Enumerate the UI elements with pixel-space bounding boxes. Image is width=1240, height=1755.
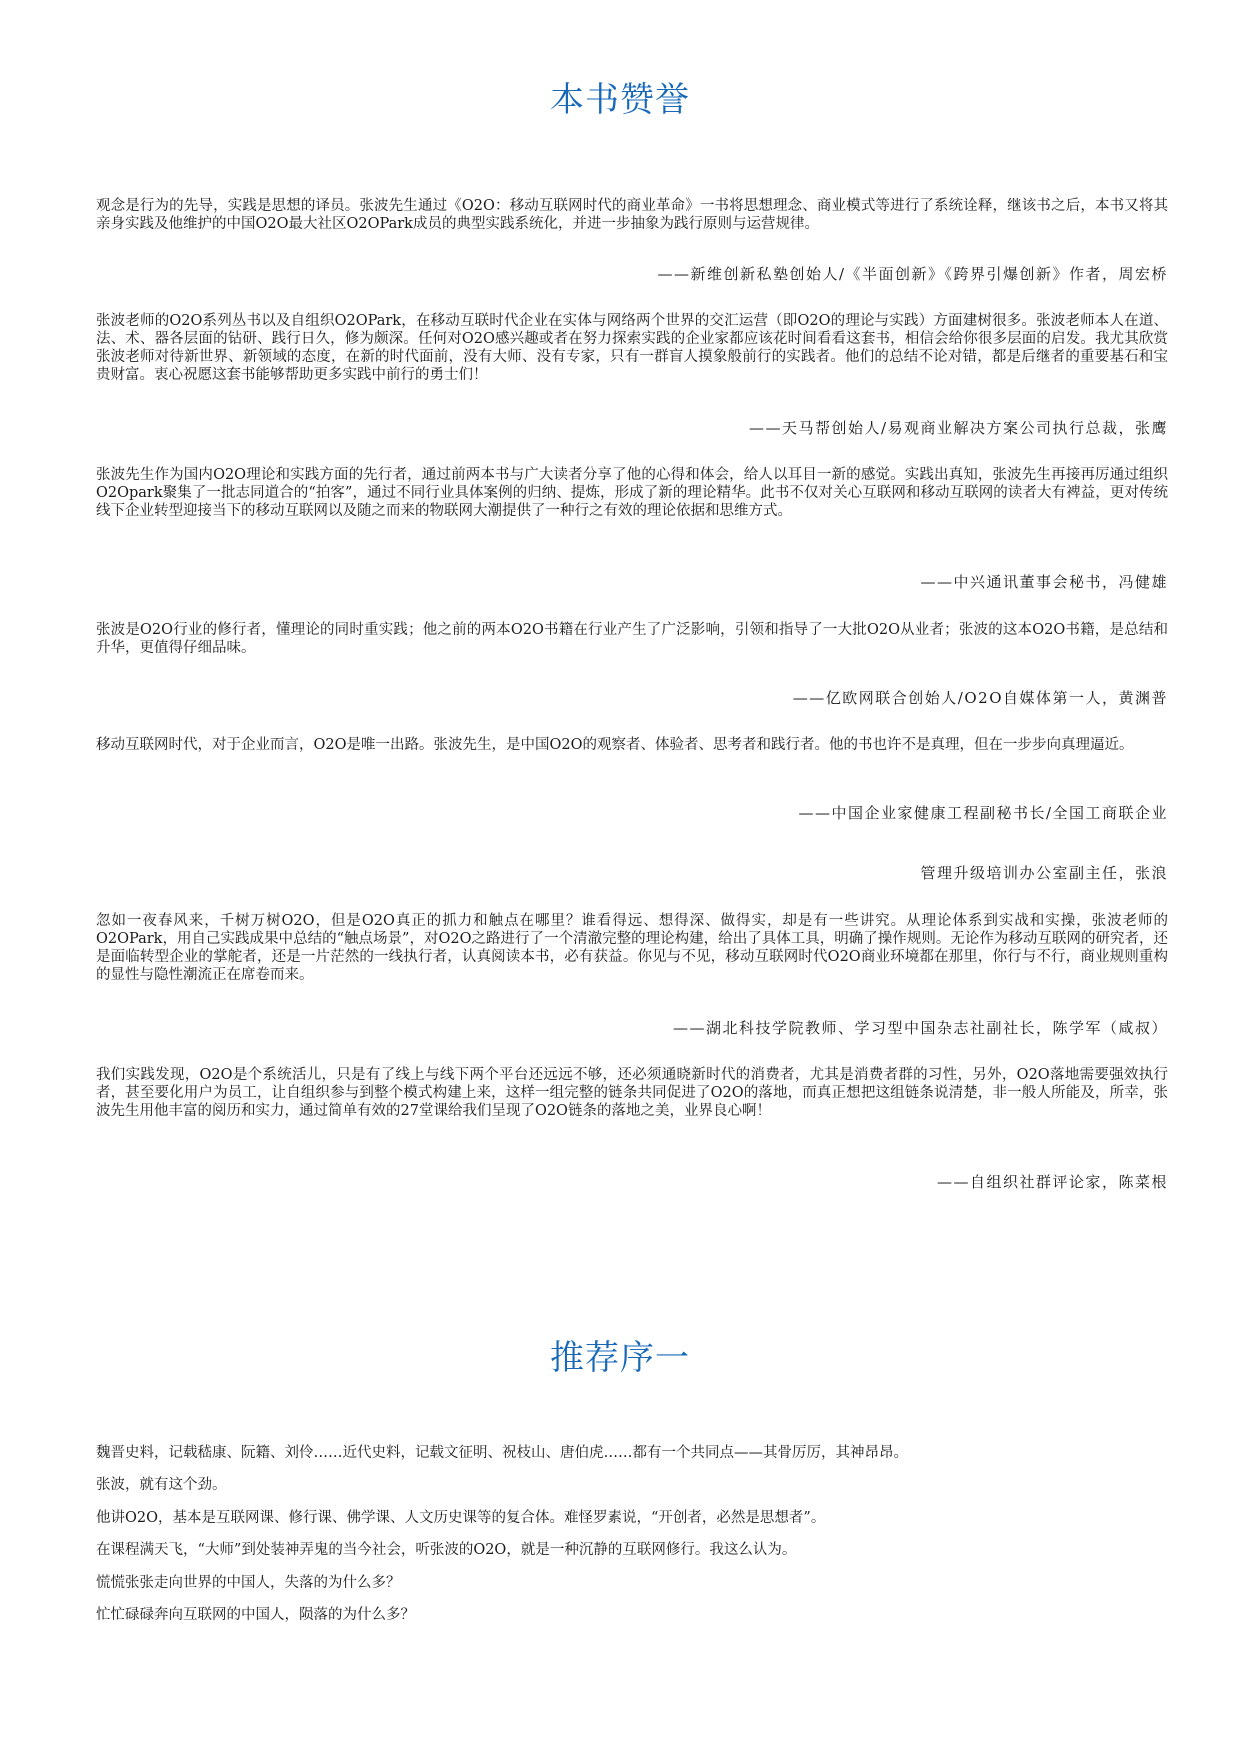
endorsement-4: [96, 621, 1168, 657]
endorsement-text: 张波老师的O2O系列丛书以及自组织O2OPark，在移动互联时代企业在实体与网络两个世界的交汇运营（即O2O的理论与实践）方面建树很多。张波老师本人在道、法、术、器各层面的钻研、践行日久，修为颇深。任何对O2O感兴趣或者在努力探索实践的企业家都应该花时间看看这套书，相信会给你很多层面的启发。我尤其欣赏张波老师对待新世界、新领域的态度，在新的时代面前，没有大师、没有专家，只有一群盲人摸象般前行的实践者。他们的总结不论对错，都是后继者的重要基石和宝贵财富。衷心祝愿这套书能够帮助更多实践中前行的勇士们！: [96, 313, 1168, 383]
foreword-line: 魏晋史料，记载嵇康、阮籍、刘伶……近代史料，记载文征明、祝枝山、唐伯虎……都有一个共同点——其骨厉厉，其神昂昂。: [96, 1445, 908, 1461]
endorsement-text: 移动互联网时代，对于企业而言，O2O是唯一出路。张波先生，是中国O2O的观察者、体验者、思考者和践行者。他的书也许不是真理，但在一步步向真理逼近。: [96, 737, 1134, 753]
endorsement-attribution: ——中国企业家健康工程副秘书长/全国工商联企业: [798, 804, 1168, 822]
foreword-line: 在课程满天飞，“大师”到处装神弄鬼的当今社会，听张波的O2O，就是一种沉静的互联网修行。我这么认为。: [96, 1542, 797, 1558]
endorsement-7: [96, 1066, 1168, 1120]
endorsement-5: [96, 736, 1168, 754]
endorsement-attribution: ——湖北科技学院教师、学习型中国杂志社副社长，陈学军（咸叔）: [672, 1019, 1168, 1037]
section-title-foreword: 推荐序一: [550, 1338, 690, 1378]
endorsement-attribution: ——自组织社群评论家，陈菜根: [936, 1173, 1168, 1191]
foreword-line: 张波，就有这个劲。: [96, 1477, 227, 1493]
endorsement-1: [96, 197, 1168, 233]
endorsement-text: 张波是O2O行业的修行者，懂理论的同时重实践；他之前的两本O2O书籍在行业产生了广泛影响，引领和指导了一大批O2O从业者；张波的这本O2O书籍，是总结和升华，更值得仔细品味。: [96, 622, 1168, 656]
endorsement-2: [96, 312, 1168, 384]
endorsement-attribution: ——亿欧网联合创始人/O2O自媒体第一人，黄渊普: [792, 689, 1168, 707]
endorsement-attribution: ——中兴通讯董事会秘书，冯健雄: [920, 573, 1168, 591]
endorsement-6: [96, 912, 1168, 984]
endorsement-text: 观念是行为的先导，实践是思想的译员。张波先生通过《O2O：移动互联网时代的商业革命》一书将思想理念、商业模式等进行了系统诠释，继该书之后，本书又将其亲身实践及他维护的中国O2O最大社区O2OPark成员的典型实践系统化，并进一步抽象为践行原则与运营规律。: [96, 198, 1168, 232]
foreword-line: 他讲O2O，基本是互联网课、修行课、佛学课、人文历史课等的复合体。难怪罗素说，“开创者，必然是思想者”。: [96, 1510, 826, 1526]
endorsement-text: 张波先生作为国内O2O理论和实践方面的先行者，通过前两本书与广大读者分享了他的心得和体会，给人以耳目一新的感觉。实践出真知，张波先生再接再厉通过组织O2Opark聚集了一批志同道合的“拍客”，通过不同行业具体案例的归纳、提炼，形成了新的理论精华。此书不仅对关心互联网和移动互联网的读者大有裨益，更对传统线下企业转型迎接当下的移动互联网以及随之而来的物联网大潮提供了一种行之有效的理论依据和思维方式。: [96, 467, 1168, 519]
foreword-line: 慌慌张张走向世界的中国人，失落的为什么多？: [96, 1575, 401, 1591]
section-title-praise: 本书赞誉: [550, 80, 690, 120]
endorsement-text: 我们实践发现，O2O是个系统活儿，只是有了线上与线下两个平台还远远不够，还必须通晓新时代的消费者，尤其是消费者群的习性，另外，O2O落地需要强效执行者，甚至要化用户为员工，让自组织参与到整个模式构建上来，这样一组完整的链条共同促进了O2O的落地，而真正想把这组链条说清楚，非一般人所能及，所幸，张波先生用他丰富的阅历和实力，通过简单有效的27堂课给我们呈现了O2O链条的落地之美，业界良心啊！: [96, 1067, 1168, 1119]
endorsement-3: [96, 466, 1168, 520]
endorsement-text: 忽如一夜春风来，千树万树O2O，但是O2O真正的抓力和触点在哪里？谁看得远、想得深、做得实，却是有一些讲究。从理论体系到实战和实操，张波老师的O2OPark，用自己实践成果中总结的“触点场景”，对O2O之路进行了一个清澈完整的理论构建，给出了具体工具，明确了操作规则。无论作为移动互联网的研究者，还是面临转型企业的掌舵者，还是一片茫然的一线执行者，认真阅读本书，必有获益。你见与不见，移动互联网时代O2O商业环境都在那里，你行与不行，商业规则重构的显性与隐性潮流正在席卷而来。: [96, 913, 1168, 983]
foreword-line: 忙忙碌碌奔向互联网的中国人，陨落的为什么多？: [96, 1607, 415, 1623]
endorsement-attribution: ——天马帮创始人/易观商业解决方案公司执行总裁，张鹰: [748, 419, 1168, 437]
endorsement-attribution: ——新维创新私塾创始人/《半面创新》《跨界引爆创新》作者，周宏桥: [657, 265, 1168, 283]
endorsement-attribution-line2: 管理升级培训办公室副主任，张浪: [920, 864, 1168, 882]
